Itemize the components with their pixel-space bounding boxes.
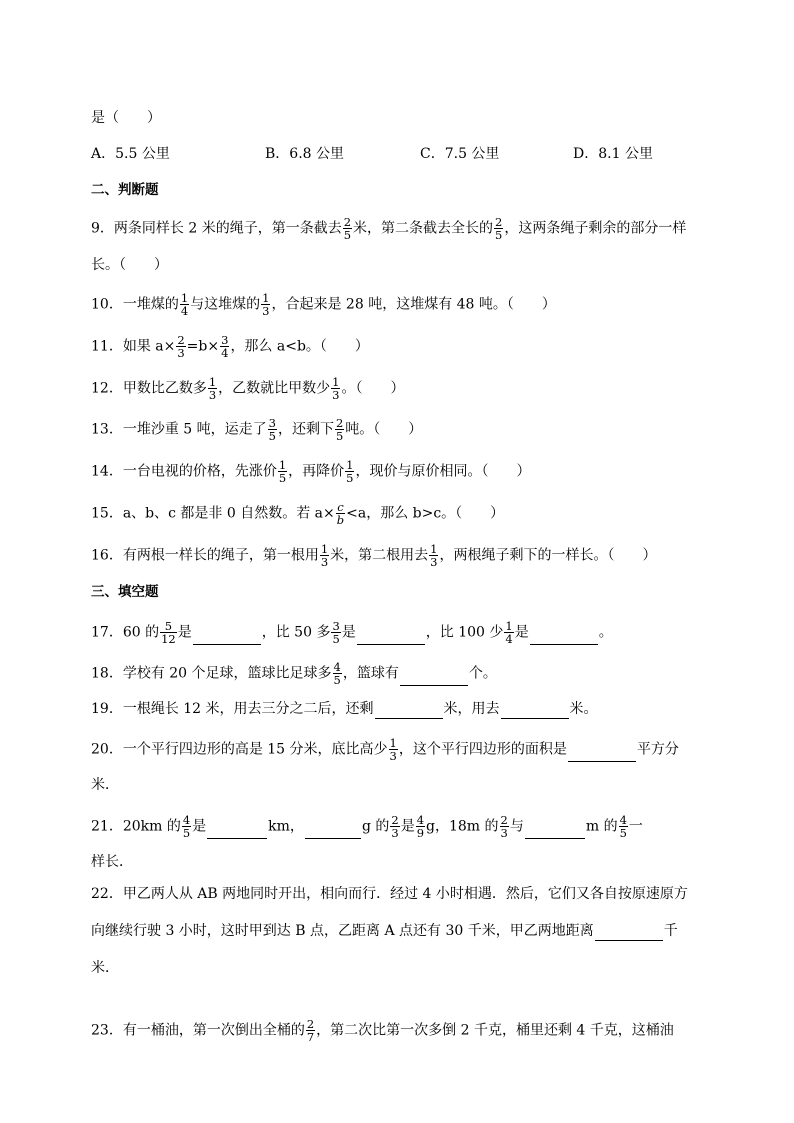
question-18: 18．学校有 20 个足球，篮球比足球多 $\frac{4}{5}$ ，篮球有 个。: [91, 660, 497, 687]
question-22: 22．甲乙两人从 AB 两地同时开出，相向而行．经过 4 小时相遇．然后，它们又各自按原速原方: [91, 886, 688, 902]
question-10: 10．一堆煤的 $\frac{1}{4}$ 与这堆煤的 $\frac{1}{3}$ ，合起来是 28 吨，这堆煤有 48 吨。（ ）: [91, 291, 556, 318]
answer-blank[interactable]: [375, 704, 443, 719]
question-22-cont: 向继续行驶 3 小时，这时甲到达 B 点，乙距离 A 点还有 30 千米，甲乙两地距离 千: [91, 923, 678, 939]
question-9: 9．两条同样长 2 米的绳子，第一条截去 $\frac{2}{5}$ 米，第二条截去全长的 $\frac{2}{5}$ ，这两条绳子剩余的部分一样: [91, 215, 687, 242]
q8-tail: 是（ ）: [91, 110, 161, 126]
question-15: 15．a、b、c 都是非 0 自然数。若 a× $\frac{c}{b}$ <a，那么 b>c。（ ）: [91, 500, 505, 527]
fraction: $\frac{2}{3}$: [177, 333, 185, 360]
fraction: $\frac{5}{12}$: [161, 619, 176, 646]
fraction: $\frac{4}{5}$: [619, 813, 627, 840]
answer-blank[interactable]: [595, 926, 663, 941]
fraction: $\frac{4}{9}$: [416, 813, 425, 840]
fraction: $\frac{3}{5}$: [332, 619, 340, 646]
fraction: $\frac{1}{3}$: [320, 542, 329, 569]
question-21-cont: 样长．: [91, 854, 133, 870]
fraction: $\frac{2}{7}$: [306, 1017, 315, 1044]
fraction: $\frac{1}{3}$: [332, 375, 340, 402]
fraction: $\frac{4}{5}$: [182, 813, 191, 840]
fraction: $\frac{1}{4}$: [505, 619, 513, 646]
fraction: $\frac{1}{5}$: [346, 458, 354, 485]
fraction: $\frac{1}{3}$: [208, 375, 217, 402]
question-19: 19．一根绳长 12 米，用去三分之二后，还剩 米，用去 米。: [91, 701, 598, 717]
question-20-cont: 米．: [91, 777, 119, 793]
fraction: $\frac{1}{5}$: [278, 458, 287, 485]
section-heading-judgement: 二、判断题: [91, 182, 159, 198]
fraction: $\frac{1}{3}$: [262, 291, 270, 318]
fraction: $\frac{1}{3}$: [430, 542, 438, 569]
answer-blank[interactable]: [530, 630, 598, 645]
question-11: 11．如果 a× $\frac{2}{3}$ =b× $\frac{3}{4}$ ，那么 a<b。（ ）: [91, 333, 369, 360]
answer-blank[interactable]: [568, 747, 636, 762]
fraction: $\frac{2}{3}$: [391, 813, 399, 840]
fraction: $\frac{2}{3}$: [500, 813, 508, 840]
fraction: $\frac{c}{b}$: [336, 500, 345, 527]
question-21: 21．20km 的 $\frac{4}{5}$ 是 km， g 的 $\frac{2}{3}$ 是 $\frac{4}{9}$ g，18m 的 $\frac{2}{3}$ 与 m 的 $\frac{4}{5}$ 一: [91, 813, 643, 840]
option-a[interactable]: A．5.5 公里: [91, 146, 170, 162]
question-13: 13．一堆沙重 5 吨，运走了 $\frac{3}{5}$ ，还剩下 $\frac{2}{5}$ 吨。（ ）: [91, 416, 423, 443]
answer-blank[interactable]: [400, 671, 468, 686]
question-9-cont: 长。（ ）: [91, 257, 168, 273]
question-16: 16．有两根一样长的绳子，第一根用 $\frac{1}{3}$ 米，第二根用去 $\frac{1}{3}$ ，两根绳子剩下的一样长。（ ）: [91, 542, 657, 569]
fraction: $\frac{3}{4}$: [221, 333, 229, 360]
question-17: 17．60 的 $\frac{5}{12}$ 是 ，比 50 多 $\frac{3}{5}$ 是 ，比 100 少 $\frac{1}{4}$ 是 。: [91, 619, 613, 646]
option-c[interactable]: C．7.5 公里: [420, 146, 500, 162]
fraction: $\frac{2}{5}$: [495, 215, 503, 242]
answer-blank[interactable]: [193, 630, 261, 645]
fraction: $\frac{3}{5}$: [268, 416, 276, 443]
fraction: $\frac{2}{5}$: [343, 215, 352, 242]
fraction: $\frac{1}{4}$: [180, 291, 189, 318]
question-22-cont2: 米．: [91, 960, 119, 976]
answer-blank[interactable]: [357, 630, 425, 645]
answer-blank[interactable]: [525, 824, 585, 839]
answer-blank[interactable]: [305, 824, 361, 839]
fraction: $\frac{1}{3}$: [389, 736, 397, 763]
question-23: 23．有一桶油，第一次倒出全桶的 $\frac{2}{7}$ ，第二次比第一次多倒 2 千克，桶里还剩 4 千克，这桶油: [91, 1017, 674, 1044]
section-heading-fill-in: 三、填空题: [91, 584, 159, 600]
question-14: 14．一台电视的价格，先涨价 $\frac{1}{5}$ ，再降价 $\frac{1}{5}$ ，现价与原价相同。（ ）: [91, 458, 531, 485]
fraction: $\frac{4}{5}$: [333, 660, 341, 687]
question-12: 12．甲数比乙数多 $\frac{1}{3}$ ，乙数就比甲数少 $\frac{1}{3}$ 。（ ）: [91, 375, 405, 402]
answer-blank[interactable]: [207, 824, 267, 839]
question-20: 20．一个平行四边形的高是 15 分米，底比高少 $\frac{1}{3}$ ，这个平行四边形的面积是 平方分: [91, 736, 679, 763]
option-d[interactable]: D．8.1 公里: [573, 146, 653, 162]
fraction: $\frac{2}{5}$: [335, 416, 344, 443]
option-b[interactable]: B．6.8 公里: [265, 146, 345, 162]
answer-blank[interactable]: [501, 704, 569, 719]
